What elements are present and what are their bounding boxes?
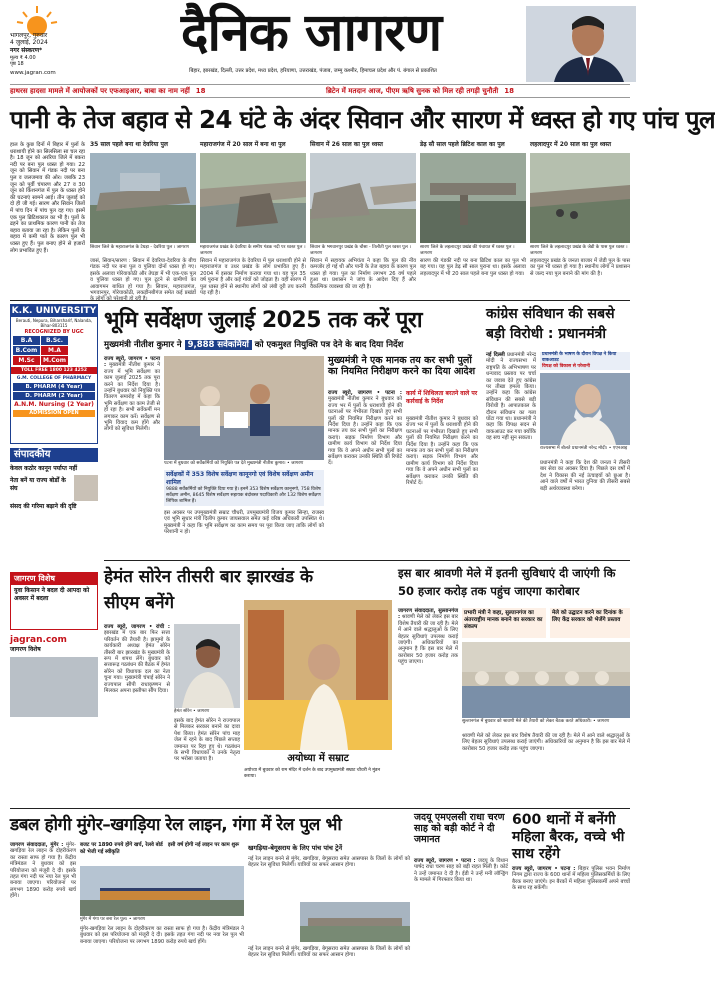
survey-subhead-highlight: 9,888 सर्वेकर्मियों [185,340,252,350]
ad-course-3: B.Com [13,346,40,355]
survey-headline[interactable]: भूमि सर्वेक्षण जुलाई 2025 तक करें पूरा [104,308,423,333]
thane-body-text: बिहार पुलिस भवन निर्माण निगम द्वारा राज्य के 600 थानों में महिला पुलिसकर्मियों के लिए बैरक बनाए जाएंगे। इन बैरकों में महिला पुलिसकर्मी अपने बच्चों के साथ रह सकेंगी। [512,866,630,892]
divider-lead [10,300,630,301]
lead-photo-5 [530,153,630,243]
lead-photo-caption-1: 35 साल पहले बना था देवरिया पुल [90,141,168,148]
munger-col2-body: नई रेल लाइन बनने से मुंगेर, खगड़िया, बेगूसराय समेत आसपास के जिलों के लोगों को बेहतर रेल सुविधा मिलेगी। यात्रियों का सफर आसान होगा। [248,856,410,869]
masthead-website: www.jagran.com [10,70,56,76]
ad-approved: RECOGNIZED BY UGC [24,329,84,335]
ad-nursing: A.N.M. Nursing (2 Year) [14,401,94,408]
lead-photo-caption-4: डेढ़ सौ साल पहले ब्रिटिश काल का पुल [420,141,505,148]
munger-bullet-1 [80,842,164,862]
ad-kk-university[interactable] [10,304,98,444]
munger-col2-body-2: नई रेल लाइन बनने से मुंगेर, खगड़िया, बेगूसराय समेत आसपास के जिलों के लोगों को बेहतर रेल सुविधा मिलेगी। यात्रियों का सफर आसान होगा। [248,946,410,959]
shravani-bullet-1 [462,608,546,638]
hemant-body-col2: इसके बाद हेमंत सोरेन ने राज्यपाल से मिलकर सरकार बनाने का दावा पेश किया। हेमंत सोरेन पांच माह जेल में रहने के बाद पिछले सप्ताह जमानत पर रिहा हुए थे। गठबंधन के सभी विधायकों ने उनके नेतृत्व पर भरोसा जताया है। [174,718,240,763]
hemant-body [104,624,170,796]
jagran-com-subtitle: जागरण विशेष [10,646,41,653]
ticker-right-link[interactable] [326,85,630,97]
ad-phone: TOLL FREE 1800 123 4252 [11,367,97,374]
munger-body-text: मुंगेर-खगड़िया रेल लाइन के दोहरीकरण का रास्ता साफ हो गया है। केंद्रीय मंत्रिमंडल ने बुधवार को इस परियोजना को मंजूरी दे दी। इसके तहत गंगा नदी पर नया रेल पुल भी बनाया जाएगा। परियोजना पर लगभग 1890 करोड़ रुपये खर्च होंगे। [10,842,76,900]
hemant-headline[interactable]: हेमंत सोरेन तीसरी बार झारखंड के सीएम बनेंगे [104,567,314,613]
hemant-body-text: झारखंड में एक बार फिर सत्ता परिवर्तन की तैयारी है। झामुमो के कार्यकारी अध्यक्ष हेमंत सोरेन तीसरी बार झारखंड के मुख्यमंत्री के रूप में शपथ लेंगे। बुधवार को सत्तारूढ़ गठबंधन की बैठक में हेमंत सोरेन को विधायक दल का नेता चुना गया। मुख्यमंत्री चंपाई सोरेन ने राज्यपाल सीपी राधाकृष्णन से मिलकर अपना इस्तीफा सौंप दिया। [104,630,170,695]
congress-body-text: प्रधानमंत्री नरेन्द्र मोदी ने राज्यसभा में राष्ट्रपति के अभिभाषण पर धन्यवाद प्रस्ताव पर चर्चा का जवाब देते हुए कांग्रेस पर तीखा हमला किया। उन्होंने कहा कि कांग्रेस संविधान की सबसे बड़ी विरोधी है। आपातकाल के दौरान संविधान का गला घोंटा गया था। प्रधानमंत्री ने कहा कि विपक्ष सदन से वाकआउट कर गया क्योंकि वह सच नहीं सुन सकता। [486,352,536,442]
munger-body-2: मुंगेर-खगड़िया रेल लाइन के दोहरीकरण का रास्ता साफ हो गया है। केंद्रीय मंत्रिमंडल ने बुधवार को इस परियोजना को मंजूरी दे दी। इसके तहत गंगा नदी पर नया रेल पुल भी बनाया जाएगा। परियोजना पर लगभग 1890 करोड़ रुपये खर्च होंगे। [80,926,244,945]
bridge-side-body [328,390,402,556]
masthead-date: 4 जुलाई, 2024 [10,39,48,46]
ad-pharm-1: B. PHARM (4 Year) [13,383,95,391]
survey-subhead [104,338,480,352]
lead-body-1: जासं, सिवान/सारण : सिवान में देवरिया-देवरिया के बीच गंडक नदी पर बना पुल व पुलिया दोनों ध्वस्त हो गए। इसके अलावा गोरेयाकोठी और तेघड़ा में भी एक-एक पुल व पुलिया ध्वस्त हो गए। पुल टूटने से ग्रामीणों का आवागमन बाधित हो गया है। सिवान, महाराजगंज, भगवानपुर, गोरेयाकोठी, लकड़ीनबीगंज समेत कई प्रखंडों [90,258,196,297]
survey-box [164,470,324,506]
survey-box-body: 9888 सर्वेकर्मियों को नियुक्ति दिया गया है। इनमें 353 विशेष सर्वेक्षण कानूनगो, 758 विशेष सर्वेक्षण अमीन, 8645 विशेष सर्वेक्षण सहायक बंदोबस्त पदाधिकारी और 132 विशेष सर्वेक्षण लिपिक शामिल हैं। [166,487,321,504]
munger-photo-2 [300,902,410,942]
hemant-photo-caption: हेमंत सोरेन • जागरण [174,709,210,714]
congress-box [540,352,630,370]
masthead-edition: नगर संस्करण* [10,47,43,54]
munger-bullet-2-text: इसी वर्ष होगी नई लाइन पर काम शुरू [168,842,240,848]
survey-body [104,356,160,556]
jagran-com-image [10,657,98,717]
jdu-body-text: जदयू के विधान पार्षद राधा चरण साह को बड़ी राहत मिली है। कोर्ट ने उन्हें जमानत दे दी है। ईडी ने उन्हें मनी लॉन्ड्रिंग के मामले में गिरफ्तार किया था। [414,858,509,884]
shravani-photo [462,642,630,718]
survey-box-headline: सर्वेक्षकों में 353 विशेष सर्वेक्षण कानूनगो एवं विशेष सर्वेक्षण अमीन शामिल [166,471,314,486]
shravani-byline: जागरण संवाददाता, सुल्तानगंज : [398,608,458,621]
survey-body-col2: इस अवसर पर उपमुख्यमंत्री सम्राट चौधरी, उपमुख्यमंत्री विजय कुमार सिन्हा, राजस्व एवं भूमि सुधार मंत्री दिलीप कुमार जायसवाल समेत कई वरिष्ठ अधिकारी उपस्थित थे। मुख्यमंत्री ने कहा कि भूमि सर्वेक्षण का काम समय पर पूरा किया जाए ताकि लोगों को परेशानी न हो। [164,510,324,536]
congress-photo [540,373,630,445]
survey-byline: राज्य ब्यूरो, जागरण • पटना : [104,356,160,369]
bridge-side-headline[interactable]: मुख्यमंत्री ने एक मानक तय कर सभी पुलों का नियमित निरीक्षण करने का दिया आदेश [328,355,476,377]
masthead-price: मूल्य ₹ 4.00 [10,55,36,61]
masthead-pages: पृष्ठ 18 [10,61,24,67]
ad-course-2: B.Sc. [41,336,68,345]
shravani-body-text: श्रावणी मेले को लेकर इस बार विशेष तैयारी की जा रही है। मेले में आने वाले श्रद्धालुओं के लिए बेहतर सुविधाएं उपलब्ध कराई जाएंगी। अधिकारियों का अनुमान है कि इस बार मेले में कारोबार 50 हजार करोड़ तक पहुंच जाएगा। [398,614,458,666]
editorial-avatar [74,475,98,501]
lead-photo-2 [200,153,306,243]
lead-body-4: सारण की गंडकी नदी पर बना ब्रिटिश काल का पुल भी बह गया। यह पुल डेढ़ सौ साल पुराना था। इसके अलावा लहलादपुर में भी 20 साल पहले बना पुल ध्वस्त हो गया। [420,258,526,277]
jagran-vishesh-box[interactable] [10,572,98,630]
editorial-box [10,448,98,568]
lead-photo-caption-3: सिवान में 26 साल का पुल ध्वस्त [310,141,383,148]
congress-byline: नई दिल्ली [486,352,505,358]
ticker-left-link[interactable] [10,85,320,97]
bridge-side-body-2: मुख्यमंत्री नीतीश कुमार ने बुधवार को राज्य भर में पुलों के धराशायी होने की घटनाओं पर गंभीरता दिखाते हुए सभी पुलों की नियमित निरीक्षण करने का निर्देश दिया है। उन्होंने कहा कि एक मानक तय कर सभी पुलों का निरीक्षण कराएं। सड़क निर्माण विभाग और ग्रामीण कार्य विभाग को निर्देश दिया गया कि वे अपने अधीन सभी पुलों का सर्वेक्षण कराकर उनकी स्थिति की रिपोर्ट दें। [406,416,478,487]
ayodhya-title[interactable]: अयोध्या में सम्राट [287,753,349,764]
lead-photo-1 [90,153,196,243]
lead-body-5: लहलादपुर प्रखंड के जनता बाजार में जेडी पुल के पास का पुल भी ध्वस्त हो गया है। स्थानीय लोगों ने प्रशासन से जल्द नया पुल बनाने की मांग की है। [530,258,630,277]
lead-photo-note-5: सारण जिले के लहलादपुर प्रखंड के जेडी के पास पुल ध्वस्त । जागरण [530,245,628,256]
lead-photo-captions [90,142,630,152]
jdu-byline: राज्य ब्यूरो, जागरण • पटना : [414,858,476,864]
jdu-headline[interactable]: जदयू एमएलसी राधा चरण साह को बड़ी कोर्ट ने दी जमानत [414,812,505,845]
shravani-body-col2: श्रावणी मेले को लेकर इस बार विशेष तैयारी की जा रही है। मेले में आने वाले श्रद्धालुओं के लिए बेहतर सुविधाएं उपलब्ध कराई जाएंगी। अधिकारियों का अनुमान है कि इस बार मेले में कारोबार 50 हजार करोड़ तक पहुंच जाएगा। [462,733,630,752]
shravani-bullet-2 [550,608,630,638]
congress-photo-caption: राज्यसभा में बोलते प्रधानमंत्री नरेन्द्र मोदी। • एएनआइ [540,446,628,451]
survey-subhead-post: को एकमुश्त नियुक्ति पत्र देने के बाद दिया निर्देश [254,340,404,350]
ad-course-1: B.A [13,336,40,345]
congress-box-line-2: विपक्ष को विकास से परेशानी [542,364,590,369]
thane-headline[interactable]: 600 थानों में बनेंगी महिला बैरक, वच्चे भी साथ रहेंगे [512,812,625,862]
lead-photo-caption-5: लहलादपुर में 20 साल का पुल ध्वस्त [530,141,612,148]
ticker-left-text: हाथरस हादसा मामले में आयोजकों पर एफआइआर, बाबा का नाम नहीं [10,87,190,95]
munger-photo [80,866,244,916]
survey-subhead-pre: मुख्यमंत्री नीतीश कुमार ने [104,340,182,350]
editorial-title: संपादकीय [10,448,98,462]
lead-body-3: सिवान में सहायक अभियंता ने कहा कि पुल की नींव कमजोर हो गई थी और पानी के तेज बहाव के कारण पुल ध्वस्त हो गया। पुल का निर्माण लगभग 26 वर्ष पहले हुआ था। प्रशासन ने जांच के आदेश दिए हैं और वैकल्पिक व्यवस्था की जा रही है। [310,258,416,290]
thane-byline: राज्य ब्यूरो, जागरण • पटना : [512,866,576,872]
divider-mid [104,560,630,561]
jagran-com-box[interactable] [10,634,98,804]
ad-course-5: M.Sc [13,356,40,365]
munger-body [10,842,76,1000]
munger-headline[interactable]: डबल होगी मुंगेर–खगड़िया रेल लाइन, गंगा में रेल पुल भी [10,815,342,835]
shravani-photo-caption: सुल्तानगंज में बुधवार को श्रावणी मेले की तैयारी को लेकर बैठक करते अधिकारी। • जागरण [462,719,610,724]
masthead-editions-line: बिहार, झारखंड, दिल्ली, उत्तर प्रदेश, मध्य प्रदेश, हरियाणा, उत्तराखंड, पंजाब, जम्मू कश्मीर, हिमाचल प्रदेश और पं. बंगाल से प्रकाशित [189,68,437,74]
ticker-bar [10,84,630,98]
survey-photo-caption: पटना में बुधवार को सर्वेकर्मियों को नियुक्ति पत्र देते मुख्यमंत्री नीतीश कुमार। • जागरण [164,461,304,466]
bridge-side-byline: राज्य ब्यूरो, जागरण • पटना : [328,390,402,396]
shravani-bullet-1-text: प्रभारी मंत्री ने कहा, सुल्तानगंज का अंतरराष्ट्रीय मानक बनाने का सरकार का संकल्प [464,610,543,630]
masthead-location: भागलपुर, गुरुवार [10,32,48,39]
lead-photo-note-3: सिवान के भगवानपुर प्रखंड के चौसा - तिलौती पुल ध्वस्त पुल । जागरण [310,245,411,256]
jagran-vishesh-title: जागरण विशेष [11,573,97,585]
ticker-left-page: 18 [195,87,206,95]
survey-body-text: मुख्यमंत्री नीतीश कुमार ने राज्य में भूमि सर्वेक्षण का काम जुलाई 2025 तक पूरा करने का निर्देश दिया है। उन्होंने बुधवार को नियुक्ति पत्र वितरण समारोह में कहा कि भूमि सर्वेक्षण का काम तेजी से हो रहा है। सभी सर्वेकर्मी मन लगाकर काम करें। सर्वेक्षण से भूमि विवाद कम होंगे और लोगों को सुविधा मिलेगी। [104,362,160,433]
munger-byline: जागरण संवाददाता, मुंगेर : [10,842,64,848]
lead-headline[interactable]: पानी के तेज बहाव से 24 घंटे के अंदर सिवान और सारण में ध्वस्त हो गए पांच पुल [10,105,715,134]
bridge-side-subhead: कार्य में शिथिलता बरतने वाले पर कार्रवाई के निर्देश [406,390,478,405]
editorial-item-2[interactable]: नेता बनें या राज्य बोर्डों के संघ [10,477,66,492]
ticker-right-page: 18 [504,87,514,95]
lead-intro: हाल के कुछ दिनों में बिहार में पुलों के धराशायी होने का सिलसिला सा चल रहा है। 18 जून को अररिया जिले में बकरा नदी पर बना पुल ध्वस्त हो गया। 22 जून को सिवान में गंडक नदी पर बना पुल व जलजमाव की ओर। जबकि 23 जून को पूर्वी चंपारण और 27 व 30 जून को किशनगंज में पुल के ध्वस्त होने की घटनाएं सामने आई। तीन जुलाई को दो ही जी गई। सारण और सिवान जिलों में पांच दिन में पांच पुल दह गए। इसमें एक पुल ब्रिटिशकाल का भी है। पुलों के ढहने का प्राथमिक कारण पानी का तेज बहाव बताया जा रहा है। लेकिन पुलों के बहाव में कमी पाते के कारण पुल भी ध्वस्त हुए हैं। पुल बनाए होने से हजारों लोग प्रभावित हुए हैं। [10,142,85,254]
shravani-bullet-2-text: मेले को उद्घाटन करने का दिनांक के लिए केंद्र सरकार को भेजेंगे प्रस्ताव [552,610,623,623]
bridge-side-body-text: मुख्यमंत्री नीतीश कुमार ने बुधवार को राज्य भर में पुलों के धराशायी होने की घटनाओं पर गंभीरता दिखाते हुए सभी पुलों की नियमित निरीक्षण करने का निर्देश दिया है। उन्होंने कहा कि एक मानक तय कर सभी पुलों का निरीक्षण कराएं। सड़क निर्माण विभाग और ग्रामीण कार्य विभाग को निर्देश दिया गया कि वे अपने अधीन सभी पुलों का सर्वेक्षण कराकर उनकी स्थिति की रिपोर्ट दें। [328,396,402,467]
masthead-portrait [526,6,636,82]
masthead-logo-sun [14,4,60,30]
lead-photo-note-2: महाराजगंज प्रखंड के देवरिया के समीप गंडक नदी पर ध्वस्त पुल । जागरण [200,245,306,256]
lead-photo-note-4: सारण जिले के लहलादपुर प्रखंड की पंचायत में ध्वस्त पुल । जागरण [420,245,515,256]
editorial-item-1[interactable]: केवल कठोर कानून पर्याप्त नहीं [10,465,78,472]
munger-col2-title: खगड़िया-बेगूसराय के लिए पांच पांच ट्रेनें [248,844,343,852]
hemant-byline: राज्य ब्यूरो, जागरण • रांची : [104,624,170,630]
jdu-body [414,858,508,998]
divider-bottom [10,808,630,809]
shravani-headline[interactable]: इस बार श्रावणी मेले में इतनी सुविधाएं दी जाएंगी कि 50 हजार करोड़ तक पहुंच जाएगा कारोबार [398,566,616,598]
ayodhya-caption: अयोध्या में बुधवार को राम मंदिर में दर्शन के बाद उपमुख्यमंत्री सम्राट चौधरी ने मुंडन कराया। [244,768,380,779]
ad-address: Berauti, Nepura, Biharsharif, Nalanda, Bihar-803115 [15,318,93,328]
editorial-item-3[interactable]: संसद की गरिमा बढ़ाने की दृष्टि [10,503,77,510]
ad-courses [11,336,97,365]
ad-university-name: K.K. UNIVERSITY [11,306,97,316]
ad-course-6: M.Com [42,357,67,364]
munger-bullet-1-text: बजट पर 1890 रुपये होंगे खर्च, रेलवे बोर्ड को भेजी गई स्वीकृति [80,842,163,855]
congress-headline[interactable]: कांग्रेस संविधान की सबसे बड़ी विरोधी : प्रधानमंत्री [486,306,615,342]
munger-photo-caption: मुंगेर में गंगा पर बना रेल पुल। • जागरण [80,917,146,922]
masthead [0,0,640,84]
ad-pharm-2: D. PHARM (2 Year) [13,392,95,400]
congress-box-line-1: प्रधानमंत्री के भाषण के दौरान विपक्ष ने किया वाकआउट [542,352,617,363]
lead-photo-3 [310,153,416,243]
jagran-com-label: jagran.com [10,635,67,645]
lead-body-2: सिवान में महाराजगंज के देवरिया में पुल धराशायी होने से महाराजगंज व उधर प्रखंड के लोग प्रभावित हुए हैं। 2004 में इसका निर्माण कराया गया था। यह पुल 35 वर्ष पुराना है और कई गांवों को जोड़ता है। वहीं सारण में पुल ध्वस्त होने से स्थानीय लोगों को लंबी दूरी तय करनी पड़ रही है। [200,258,306,297]
hemant-photo [174,624,240,708]
munger-bullet-2 [168,842,244,862]
congress-body-col2: प्रधानमंत्री ने कहा कि देश की जनता ने तीसरी बार सेवा का अवसर दिया है। पिछले दस वर्षों में देश ने विकास की नई ऊंचाइयों को छुआ है। आने वाले वर्षों में भारत दुनिया की तीसरी सबसे बड़ी अर्थव्यवस्था बनेगा। [540,460,630,492]
ticker-right-text: ब्रिटेन में मतदान आज, पीएम ऋषि सुनक को मिल रही तगड़ी चुनौती [326,87,499,95]
lead-photo-4 [420,153,526,243]
ad-course-4: M.A [41,346,68,355]
lead-photo-note-1: सिवान जिले के महाराजगंज के टेघड़ा - देवरिया पुल । जागरण [90,245,189,250]
ad-admission: ADMISSION OPEN [13,410,95,417]
congress-body [486,352,536,556]
shravani-body [398,608,458,796]
survey-photo [164,356,324,460]
ayodhya-photo [244,600,392,750]
ad-college: G.M. COLLEGE OF PHARMACY [16,376,92,381]
masthead-title: दैनिक जागरण [180,2,442,63]
lead-photo-caption-2: महाराजगंज में 20 साल में बना था पुल [200,141,286,148]
thane-body [512,866,630,998]
jagran-vishesh-text: युवा किसान ने बदल दी आपदा को अवसर में बदला [14,587,90,602]
